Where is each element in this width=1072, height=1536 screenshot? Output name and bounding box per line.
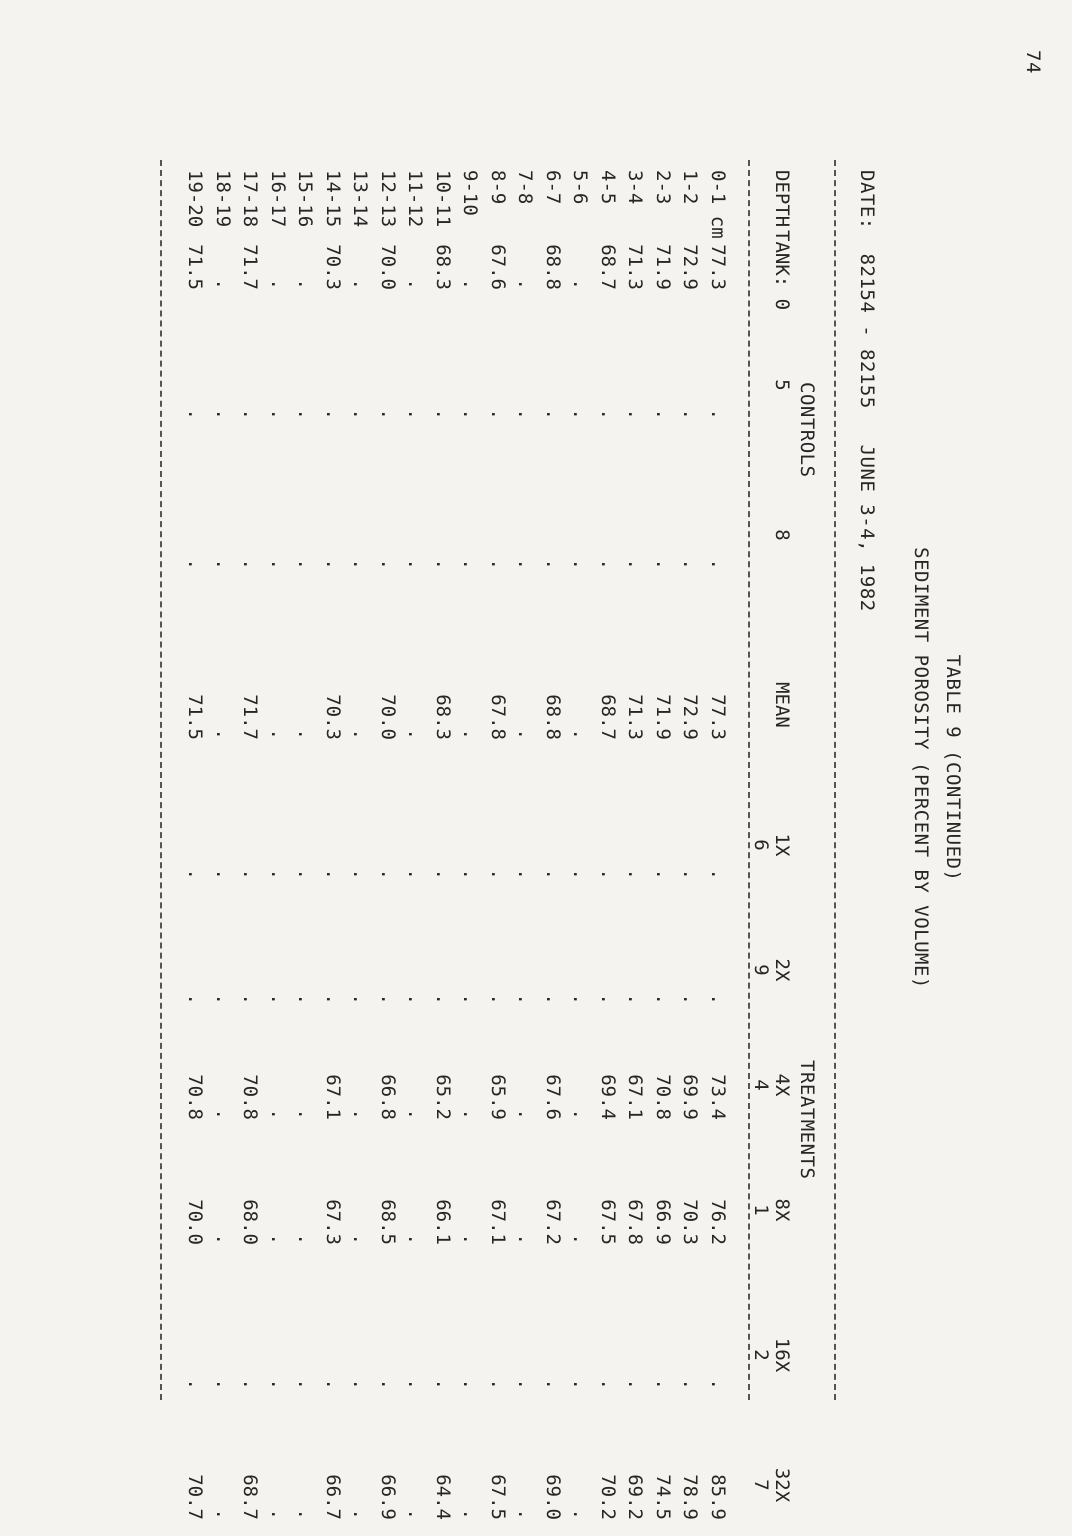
value-cell: . xyxy=(377,558,399,570)
value-cell: . xyxy=(569,1233,592,1245)
value-cell: . xyxy=(679,993,702,1005)
value-cell: 70.8 xyxy=(652,1074,674,1120)
value-cell: . xyxy=(294,1233,317,1245)
value-cell: . xyxy=(514,728,537,740)
column-header: 32X 7 xyxy=(750,1467,793,1503)
value-cell: . xyxy=(432,408,454,420)
value-cell: . xyxy=(624,408,647,420)
value-cell: . xyxy=(569,993,592,1005)
value-cell: . xyxy=(432,1378,454,1390)
value-cell: 68.8 xyxy=(542,694,564,740)
value-cell: 71.3 xyxy=(624,694,647,740)
value-cell: . xyxy=(404,1108,427,1120)
depth-cell: 17-18 xyxy=(239,170,262,228)
value-cell: . xyxy=(487,993,509,1005)
value-cell: 70.0 xyxy=(377,244,399,290)
header-rule xyxy=(748,160,750,1400)
value-cell: . xyxy=(597,993,619,1005)
value-cell: 66.9 xyxy=(377,1474,399,1520)
depth-cell: 0-1 cm xyxy=(707,170,729,239)
value-cell: 68.3 xyxy=(432,244,454,290)
value-cell: . xyxy=(184,1378,207,1390)
value-cell: 85.9 xyxy=(707,1474,729,1520)
value-cell: . xyxy=(459,868,482,880)
value-cell: . xyxy=(542,993,564,1005)
value-cell: . xyxy=(239,558,262,570)
value-cell: . xyxy=(569,1378,592,1390)
depth-cell: 18-19 xyxy=(212,170,234,228)
value-cell: 64.4 xyxy=(432,1474,454,1520)
value-cell: . xyxy=(459,993,482,1005)
value-cell: 78.9 xyxy=(679,1474,702,1520)
column-header: 8 xyxy=(771,529,793,541)
value-cell: . xyxy=(459,408,482,420)
value-cell: 73.4 xyxy=(707,1074,729,1120)
value-cell: . xyxy=(212,1508,234,1520)
value-cell: . xyxy=(597,1378,619,1390)
value-cell: . xyxy=(349,558,372,570)
value-cell: . xyxy=(349,868,372,880)
value-cell: . xyxy=(212,278,234,290)
value-cell: . xyxy=(459,278,482,290)
value-cell: . xyxy=(267,278,289,290)
value-cell: 67.2 xyxy=(542,1199,564,1245)
value-cell: 70.3 xyxy=(322,694,344,740)
value-cell: . xyxy=(542,408,564,420)
depth-cell: 11-12 xyxy=(404,170,427,228)
value-cell: . xyxy=(349,1233,372,1245)
value-cell: 67.1 xyxy=(624,1074,647,1120)
value-cell: . xyxy=(267,868,289,880)
value-cell: 70.2 xyxy=(597,1474,619,1520)
value-cell: . xyxy=(652,408,674,420)
value-cell: . xyxy=(349,1508,372,1520)
value-cell: . xyxy=(267,728,289,740)
value-cell: 72.9 xyxy=(679,244,702,290)
value-cell: 68.0 xyxy=(239,1199,262,1245)
value-cell: . xyxy=(487,868,509,880)
value-cell: . xyxy=(542,1378,564,1390)
date-line: DATE: 82154 - 82155 JUNE 3-4, 1982 xyxy=(856,170,878,612)
value-cell: 67.3 xyxy=(322,1199,344,1245)
value-cell: . xyxy=(404,1378,427,1390)
value-cell: . xyxy=(569,868,592,880)
value-cell: 69.2 xyxy=(624,1474,647,1520)
value-cell: 67.8 xyxy=(624,1199,647,1245)
value-cell: 70.8 xyxy=(239,1074,262,1120)
column-header: TANK: 0 xyxy=(771,230,793,311)
value-cell: . xyxy=(349,408,372,420)
value-cell: . xyxy=(679,1378,702,1390)
value-cell: . xyxy=(349,278,372,290)
value-cell: . xyxy=(487,1378,509,1390)
value-cell: 71.5 xyxy=(184,244,207,290)
value-cell: 69.4 xyxy=(597,1074,619,1120)
value-cell: 66.1 xyxy=(432,1199,454,1245)
column-header: 16X 2 xyxy=(750,1337,793,1373)
value-cell: . xyxy=(459,1108,482,1120)
value-cell: 76.2 xyxy=(707,1199,729,1245)
value-cell: . xyxy=(322,868,344,880)
value-cell: 67.6 xyxy=(542,1074,564,1120)
value-cell: 69.0 xyxy=(542,1474,564,1520)
value-cell: . xyxy=(569,1108,592,1120)
depth-cell: 19-20 xyxy=(184,170,207,228)
value-cell: . xyxy=(404,558,427,570)
page-number: 74 xyxy=(1022,50,1044,74)
value-cell: . xyxy=(377,1378,399,1390)
value-cell: 69.9 xyxy=(679,1074,702,1120)
value-cell: . xyxy=(652,993,674,1005)
value-cell: . xyxy=(294,1108,317,1120)
controls-group-label: CONTROLS xyxy=(796,382,818,478)
column-header: 1X 6 xyxy=(750,833,793,857)
value-cell: 65.2 xyxy=(432,1074,454,1120)
depth-cell: 14-15 xyxy=(322,170,344,228)
value-cell: . xyxy=(487,408,509,420)
value-cell: . xyxy=(432,868,454,880)
value-cell: . xyxy=(652,1378,674,1390)
value-cell: . xyxy=(294,408,317,420)
value-cell: . xyxy=(239,1378,262,1390)
value-cell: . xyxy=(349,993,372,1005)
value-cell: . xyxy=(652,558,674,570)
value-cell: 68.7 xyxy=(239,1474,262,1520)
value-cell: . xyxy=(404,728,427,740)
value-cell: 67.5 xyxy=(487,1474,509,1520)
value-cell: . xyxy=(459,1378,482,1390)
value-cell: . xyxy=(184,558,207,570)
value-cell: . xyxy=(597,868,619,880)
value-cell: . xyxy=(624,868,647,880)
value-cell: . xyxy=(212,1233,234,1245)
value-cell: . xyxy=(569,278,592,290)
value-cell: . xyxy=(267,1108,289,1120)
value-cell: . xyxy=(679,558,702,570)
value-cell: . xyxy=(377,868,399,880)
value-cell: . xyxy=(707,558,729,570)
value-cell: . xyxy=(322,1378,344,1390)
value-cell: 67.5 xyxy=(597,1199,619,1245)
value-cell: 70.0 xyxy=(184,1199,207,1245)
depth-cell: 12-13 xyxy=(377,170,399,228)
table-title: TABLE 9 (CONTINUED) xyxy=(942,654,964,882)
depth-cell: 13-14 xyxy=(349,170,372,228)
value-cell: . xyxy=(294,278,317,290)
value-cell: . xyxy=(377,993,399,1005)
value-cell: . xyxy=(212,993,234,1005)
value-cell: 71.5 xyxy=(184,694,207,740)
value-cell: 68.3 xyxy=(432,694,454,740)
value-cell: 71.7 xyxy=(239,694,262,740)
value-cell: 68.5 xyxy=(377,1199,399,1245)
depth-cell: 9-10 xyxy=(459,170,482,216)
column-header: DEPTH xyxy=(771,170,793,228)
value-cell: . xyxy=(514,1378,537,1390)
value-cell: . xyxy=(294,1378,317,1390)
depth-cell: 5-6 xyxy=(569,170,592,205)
value-cell: . xyxy=(184,868,207,880)
column-header: 2X 9 xyxy=(750,958,793,982)
value-cell: . xyxy=(679,408,702,420)
value-cell: 68.8 xyxy=(542,244,564,290)
value-cell: . xyxy=(294,1508,317,1520)
value-cell: . xyxy=(212,728,234,740)
bottom-rule xyxy=(160,160,162,1400)
depth-cell: 4-5 xyxy=(597,170,619,205)
value-cell: . xyxy=(377,408,399,420)
value-cell: . xyxy=(267,993,289,1005)
depth-cell: 2-3 xyxy=(652,170,674,205)
value-cell: . xyxy=(184,993,207,1005)
value-cell: . xyxy=(267,408,289,420)
value-cell: . xyxy=(514,278,537,290)
value-cell: 71.9 xyxy=(652,244,674,290)
depth-cell: 3-4 xyxy=(624,170,647,205)
value-cell: 70.3 xyxy=(322,244,344,290)
top-rule xyxy=(834,160,836,1400)
value-cell: . xyxy=(294,868,317,880)
value-cell: . xyxy=(349,1378,372,1390)
value-cell: . xyxy=(514,1233,537,1245)
value-cell: . xyxy=(624,993,647,1005)
value-cell: . xyxy=(707,408,729,420)
value-cell: 67.1 xyxy=(487,1199,509,1245)
value-cell: 66.8 xyxy=(377,1074,399,1120)
value-cell: . xyxy=(569,1508,592,1520)
depth-cell: 16-17 xyxy=(267,170,289,228)
column-header: 8X 1 xyxy=(750,1198,793,1222)
value-cell: . xyxy=(459,1508,482,1520)
value-cell: . xyxy=(322,993,344,1005)
value-cell: . xyxy=(349,1108,372,1120)
value-cell: . xyxy=(322,558,344,570)
value-cell: 77.3 xyxy=(707,694,729,740)
value-cell: 68.7 xyxy=(597,694,619,740)
value-cell: . xyxy=(404,278,427,290)
value-cell: . xyxy=(624,1378,647,1390)
value-cell: . xyxy=(239,408,262,420)
value-cell: 71.7 xyxy=(239,244,262,290)
value-cell: . xyxy=(212,408,234,420)
value-cell: . xyxy=(294,993,317,1005)
value-cell: . xyxy=(624,558,647,570)
value-cell: 66.7 xyxy=(322,1474,344,1520)
value-cell: . xyxy=(267,1378,289,1390)
value-cell: . xyxy=(459,558,482,570)
value-cell: . xyxy=(514,558,537,570)
column-header: 5 xyxy=(771,379,793,391)
value-cell: . xyxy=(487,558,509,570)
value-cell: . xyxy=(212,1378,234,1390)
value-cell: . xyxy=(267,1233,289,1245)
value-cell: . xyxy=(404,1233,427,1245)
depth-cell: 1-2 xyxy=(679,170,702,205)
value-cell: . xyxy=(404,1508,427,1520)
value-cell: . xyxy=(432,558,454,570)
column-header: 4X 4 xyxy=(750,1073,793,1097)
value-cell: . xyxy=(569,558,592,570)
depth-cell: 15-16 xyxy=(294,170,317,228)
value-cell: . xyxy=(569,728,592,740)
depth-cell: 7-8 xyxy=(514,170,537,205)
value-cell: . xyxy=(184,408,207,420)
depth-cell: 6-7 xyxy=(542,170,564,205)
value-cell: 67.1 xyxy=(322,1074,344,1120)
value-cell: . xyxy=(404,993,427,1005)
value-cell: . xyxy=(212,1108,234,1120)
value-cell: . xyxy=(267,1508,289,1520)
value-cell: 77.3 xyxy=(707,244,729,290)
value-cell: . xyxy=(404,868,427,880)
value-cell: 71.9 xyxy=(652,694,674,740)
value-cell: 65.9 xyxy=(487,1074,509,1120)
value-cell: . xyxy=(542,558,564,570)
table-subtitle: SEDIMENT POROSITY (PERCENT BY VOLUME) xyxy=(910,547,932,989)
depth-cell: 10-11 xyxy=(432,170,454,228)
value-cell: . xyxy=(707,868,729,880)
value-cell: . xyxy=(404,408,427,420)
value-cell: 67.6 xyxy=(487,244,509,290)
value-cell: . xyxy=(597,558,619,570)
value-cell: 70.7 xyxy=(184,1474,207,1520)
value-cell: . xyxy=(294,728,317,740)
value-cell: . xyxy=(514,1508,537,1520)
value-cell: . xyxy=(432,993,454,1005)
value-cell: . xyxy=(267,558,289,570)
value-cell: . xyxy=(349,728,372,740)
value-cell: 71.3 xyxy=(624,244,647,290)
value-cell: . xyxy=(597,408,619,420)
value-cell: . xyxy=(212,868,234,880)
value-cell: . xyxy=(514,1108,537,1120)
value-cell: 70.0 xyxy=(377,694,399,740)
value-cell: . xyxy=(542,868,564,880)
value-cell: . xyxy=(679,868,702,880)
value-cell: . xyxy=(514,868,537,880)
value-cell: . xyxy=(707,993,729,1005)
depth-cell: 8-9 xyxy=(487,170,509,205)
value-cell: 67.8 xyxy=(487,694,509,740)
value-cell: . xyxy=(652,868,674,880)
value-cell: 68.7 xyxy=(597,244,619,290)
column-header: MEAN xyxy=(771,682,793,728)
value-cell: . xyxy=(459,1233,482,1245)
value-cell: 66.9 xyxy=(652,1199,674,1245)
value-cell: 74.5 xyxy=(652,1474,674,1520)
value-cell: . xyxy=(459,728,482,740)
value-cell: 70.8 xyxy=(184,1074,207,1120)
value-cell: . xyxy=(239,868,262,880)
value-cell: . xyxy=(322,408,344,420)
value-cell: 70.3 xyxy=(679,1199,702,1245)
value-cell: . xyxy=(294,558,317,570)
value-cell: . xyxy=(212,558,234,570)
value-cell: 72.9 xyxy=(679,694,702,740)
treatments-group-label: TREATMENTS xyxy=(796,1060,818,1180)
value-cell: . xyxy=(514,993,537,1005)
value-cell: . xyxy=(569,408,592,420)
value-cell: . xyxy=(707,1378,729,1390)
value-cell: . xyxy=(514,408,537,420)
value-cell: . xyxy=(239,993,262,1005)
